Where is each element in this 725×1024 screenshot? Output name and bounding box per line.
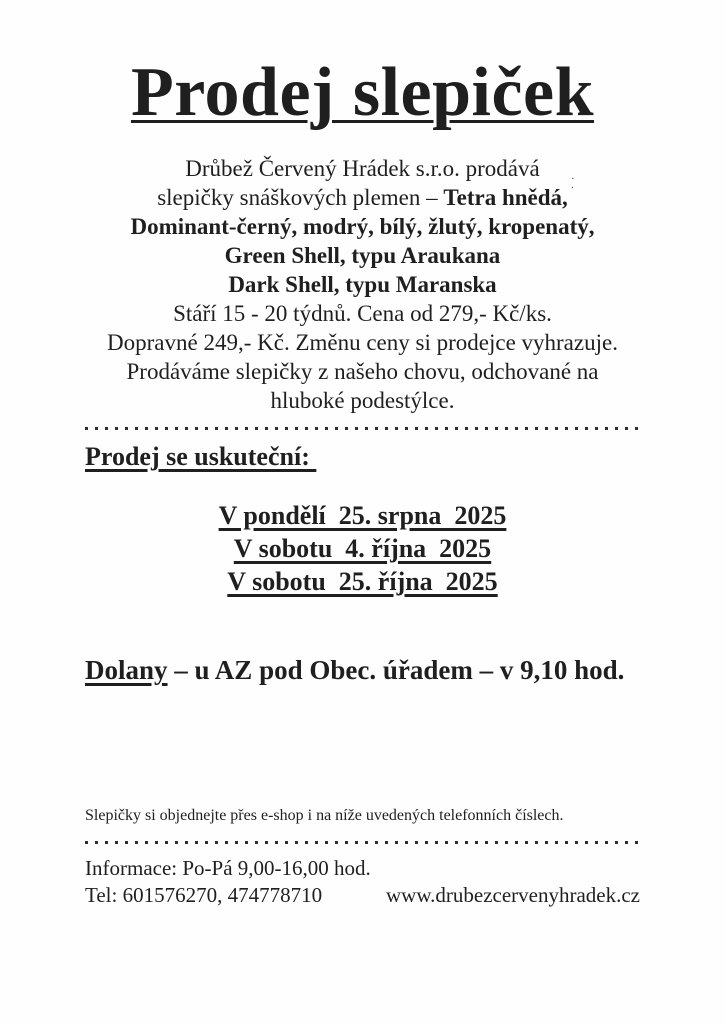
sale-date — [85, 499, 640, 532]
intro-line-regular-part: slepičky snáškových plemen – — [157, 185, 444, 211]
intro-line: Dominant-černý, modrý, bílý, žlutý, kropenatý, — [130, 214, 595, 240]
sale-dates-list — [85, 499, 640, 598]
sale-date-text: V sobotu 4. října 2025 — [233, 534, 492, 564]
intro-line: Dopravné 249,- Kč. Změnu ceny si prodejce vyhrazuje. — [107, 330, 618, 356]
intro-line: Prodáváme slepičky z našeho chovu, odchované na — [126, 359, 599, 385]
info-line: Informace: Po-Pá 9,00-16,00 hod. — [85, 856, 371, 881]
intro-paragraph — [85, 154, 640, 415]
contact-row — [85, 882, 640, 909]
intro-line: hluboké podestýlce. — [270, 388, 455, 414]
location-details: – u AZ pod Obec. úřadem – v 9,10 hod. — [167, 655, 625, 686]
location-line — [85, 654, 640, 687]
sale-date-text: V sobotu 25. října 2025 — [227, 567, 498, 597]
intro-line: Stáří 15 - 20 týdnů. Cena od 279,- Kč/ks. — [173, 301, 552, 327]
scan-artifact: · . — [571, 173, 578, 191]
sale-heading-text: Prodej se uskuteční: — [85, 442, 317, 472]
website-text: www.drubezcervenyhradek.cz — [386, 883, 640, 908]
dotted-divider — [85, 427, 638, 430]
intro-line: Green Shell, typu Araukana — [224, 243, 501, 269]
sale-date — [85, 565, 640, 598]
order-note: Slepičky si objednejte přes e-shop i na níže uvedených telefonních číslech. — [85, 807, 564, 825]
sale-date — [85, 532, 640, 565]
intro-line — [85, 183, 640, 212]
dotted-divider — [85, 841, 640, 844]
location-place: Dolany — [85, 655, 168, 686]
intro-line: Dark Shell, typu Maranska — [228, 272, 497, 298]
sale-date-text: V pondělí 25. srpna 2025 — [218, 501, 507, 531]
intro-line: Drůbež Červený Hrádek s.r.o. prodává — [185, 156, 540, 182]
phone-numbers: Tel: 601576270, 474778710 — [85, 883, 323, 908]
intro-line-bold-part: Tetra hnědá, — [443, 185, 568, 211]
sale-heading — [85, 441, 640, 473]
page-title: Prodej slepiček — [130, 54, 595, 131]
